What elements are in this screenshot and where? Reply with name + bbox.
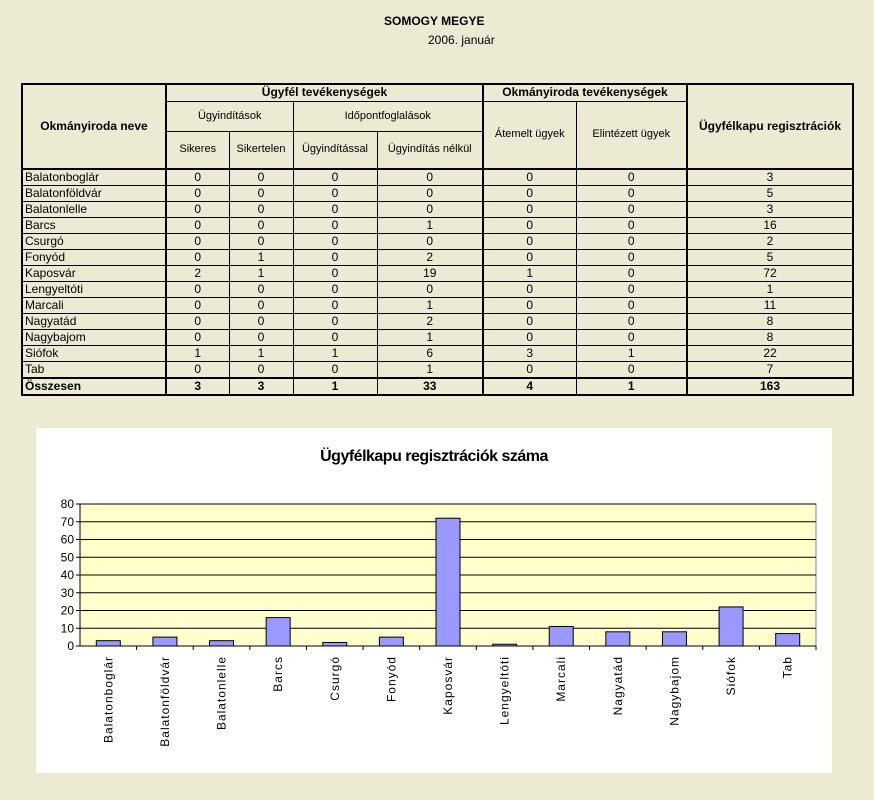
value-cell: 0 <box>483 234 576 250</box>
office-name-cell: Barcs <box>22 218 166 234</box>
x-tick-label: Balatonföldvár <box>157 656 172 747</box>
value-cell: 0 <box>293 250 377 266</box>
table-row <box>22 169 853 186</box>
value-cell: 1 <box>229 266 293 282</box>
value-cell: 5 <box>687 186 853 202</box>
value-cell: 0 <box>377 282 483 298</box>
office-name-cell: Tab <box>22 362 166 379</box>
x-tick-label: Nagybajom <box>667 656 682 726</box>
table-row <box>22 250 853 266</box>
table-row <box>22 218 853 234</box>
header-with-initiation: Ügyindítással <box>293 131 377 169</box>
value-cell: 0 <box>166 314 229 330</box>
value-cell: 0 <box>293 298 377 314</box>
x-tick-label: Siófok <box>724 656 739 696</box>
x-tick-label: Balatonlelle <box>214 656 229 731</box>
report-header <box>0 0 874 80</box>
bar <box>662 632 686 646</box>
x-tick-label: Csurgó <box>327 656 342 701</box>
bar <box>153 637 177 646</box>
table-row <box>22 202 853 218</box>
value-cell: 5 <box>687 250 853 266</box>
bar <box>776 634 800 646</box>
bar <box>606 632 630 646</box>
header-unsuccessful: Sikertelen <box>229 131 293 169</box>
y-tick-label: 20 <box>60 603 74 618</box>
value-cell: 0 <box>166 298 229 314</box>
value-cell: 72 <box>687 266 853 282</box>
value-cell: 1 <box>377 298 483 314</box>
y-tick-label: 70 <box>60 514 74 529</box>
value-cell: 1 <box>377 330 483 346</box>
header-office-name: Okmányiroda neve <box>22 84 166 169</box>
table-body <box>22 169 853 395</box>
x-tick-label: Barcs <box>271 656 286 692</box>
x-tick-label: Fonyód <box>384 656 399 703</box>
value-cell: 0 <box>229 186 293 202</box>
office-name-cell: Marcali <box>22 298 166 314</box>
bar <box>436 518 460 646</box>
value-cell: 1 <box>576 378 687 395</box>
bar-chart-panel <box>36 428 832 773</box>
value-cell: 16 <box>687 218 853 234</box>
value-cell: 0 <box>166 362 229 379</box>
value-cell: 0 <box>483 282 576 298</box>
value-cell: 0 <box>576 298 687 314</box>
value-cell: 0 <box>293 186 377 202</box>
value-cell: 0 <box>293 314 377 330</box>
table-total-row <box>22 378 853 395</box>
value-cell: 0 <box>166 202 229 218</box>
value-cell: 1 <box>687 282 853 298</box>
office-name-cell: Kaposvár <box>22 266 166 282</box>
value-cell: 0 <box>166 186 229 202</box>
value-cell: 1 <box>166 346 229 362</box>
value-cell: 6 <box>377 346 483 362</box>
value-cell: 0 <box>293 362 377 379</box>
value-cell: 0 <box>483 314 576 330</box>
value-cell: 0 <box>293 234 377 250</box>
value-cell: 3 <box>687 202 853 218</box>
y-tick-label: 0 <box>67 639 74 653</box>
value-cell: 0 <box>576 250 687 266</box>
value-cell: 0 <box>576 362 687 379</box>
table-row <box>22 282 853 298</box>
value-cell: 0 <box>576 266 687 282</box>
value-cell: 0 <box>483 330 576 346</box>
value-cell: 0 <box>166 250 229 266</box>
value-cell: 0 <box>576 218 687 234</box>
value-cell: 8 <box>687 330 853 346</box>
statistics-table <box>21 83 854 396</box>
value-cell: 1 <box>293 378 377 395</box>
value-cell: 0 <box>166 330 229 346</box>
table-row <box>22 234 853 250</box>
header-office-activities: Okmányiroda tevékenységek <box>483 84 687 101</box>
x-tick-label: Nagyatád <box>610 656 625 716</box>
value-cell: 0 <box>576 330 687 346</box>
y-tick-label: 40 <box>60 568 74 582</box>
value-cell: 0 <box>229 218 293 234</box>
value-cell: 0 <box>483 362 576 379</box>
header-client-activities: Ügyfél tevékenységek <box>166 84 483 101</box>
header-successful: Sikeres <box>166 131 229 169</box>
value-cell: 7 <box>687 362 853 379</box>
x-tick-label: Kaposvár <box>441 656 455 715</box>
value-cell: 33 <box>377 378 483 395</box>
value-cell: 3 <box>687 169 853 186</box>
y-tick-label: 60 <box>60 532 74 547</box>
y-tick-label: 50 <box>60 550 74 565</box>
value-cell: 8 <box>687 314 853 330</box>
report-title: SOMOGY MEGYE <box>384 14 485 28</box>
value-cell: 0 <box>576 186 687 202</box>
value-cell: 0 <box>576 282 687 298</box>
value-cell: 0 <box>576 202 687 218</box>
value-cell: 0 <box>483 218 576 234</box>
value-cell: 0 <box>377 234 483 250</box>
value-cell: 3 <box>229 378 293 395</box>
table-row <box>22 298 853 314</box>
header-without-initiation: Ügyindítás nélkül <box>377 131 483 169</box>
table-row <box>22 266 853 282</box>
value-cell: 2 <box>166 266 229 282</box>
office-name-cell: Balatonboglár <box>22 169 166 186</box>
office-name-cell: Nagyatád <box>22 314 166 330</box>
value-cell: 0 <box>293 266 377 282</box>
value-cell: 0 <box>377 186 483 202</box>
value-cell: 2 <box>377 250 483 266</box>
value-cell: 0 <box>166 218 229 234</box>
value-cell: 1 <box>483 266 576 282</box>
bar-chart <box>36 428 832 773</box>
value-cell: 0 <box>293 169 377 186</box>
table-row <box>22 362 853 379</box>
value-cell: 0 <box>576 169 687 186</box>
value-cell: 1 <box>293 346 377 362</box>
value-cell: 3 <box>483 346 576 362</box>
office-name-cell: Balatonföldvár <box>22 186 166 202</box>
value-cell: 0 <box>229 330 293 346</box>
value-cell: 0 <box>166 169 229 186</box>
table-row <box>22 330 853 346</box>
x-tick-label: Tab <box>780 656 795 679</box>
report-date: 2006. január <box>428 33 495 47</box>
value-cell: 163 <box>687 378 853 395</box>
statistics-table-wrapper <box>21 83 854 396</box>
x-tick-label: Lengyeltóti <box>497 656 512 726</box>
value-cell: 1 <box>377 362 483 379</box>
header-appointments: Időpontfoglalások <box>293 101 483 131</box>
value-cell: 0 <box>293 218 377 234</box>
value-cell: 11 <box>687 298 853 314</box>
value-cell: 0 <box>229 298 293 314</box>
table-row <box>22 346 853 362</box>
bar <box>493 644 517 646</box>
value-cell: 0 <box>483 298 576 314</box>
bar <box>96 641 120 646</box>
value-cell: 0 <box>377 202 483 218</box>
value-cell: 0 <box>229 202 293 218</box>
header-client-gate-registrations: Ügyfélkapu regisztrációk <box>687 84 853 169</box>
header-case-initiations: Ügyindítások <box>166 101 293 131</box>
office-name-cell: Összesen <box>22 378 166 395</box>
value-cell: 0 <box>229 234 293 250</box>
value-cell: 2 <box>377 314 483 330</box>
value-cell: 1 <box>229 250 293 266</box>
value-cell: 0 <box>576 234 687 250</box>
value-cell: 0 <box>229 282 293 298</box>
value-cell: 0 <box>293 202 377 218</box>
y-tick-label: 10 <box>60 621 74 636</box>
value-cell: 4 <box>483 378 576 395</box>
value-cell: 0 <box>229 169 293 186</box>
bar <box>549 626 573 646</box>
office-name-cell: Nagybajom <box>22 330 166 346</box>
value-cell: 0 <box>229 362 293 379</box>
y-tick-label: 30 <box>60 585 74 600</box>
value-cell: 19 <box>377 266 483 282</box>
bar <box>323 642 347 646</box>
value-cell: 0 <box>293 330 377 346</box>
value-cell: 0 <box>483 186 576 202</box>
x-tick-label: Balatonboglár <box>101 656 116 744</box>
value-cell: 0 <box>229 314 293 330</box>
header-transferred-cases: Átemelt ügyek <box>483 101 576 169</box>
value-cell: 1 <box>576 346 687 362</box>
value-cell: 0 <box>293 282 377 298</box>
office-name-cell: Balatonlelle <box>22 202 166 218</box>
value-cell: 0 <box>377 169 483 186</box>
value-cell: 0 <box>166 234 229 250</box>
bar <box>210 641 234 646</box>
value-cell: 2 <box>687 234 853 250</box>
value-cell: 0 <box>483 169 576 186</box>
y-tick-label: 80 <box>60 497 74 511</box>
header-completed-cases: Elintézett ügyek <box>576 101 687 169</box>
bar <box>266 618 290 646</box>
bar <box>379 637 403 646</box>
value-cell: 0 <box>576 314 687 330</box>
office-name-cell: Lengyeltóti <box>22 282 166 298</box>
value-cell: 0 <box>166 282 229 298</box>
value-cell: 0 <box>483 202 576 218</box>
chart-title: Ügyfélkapu regisztrációk száma <box>320 448 548 465</box>
table-row <box>22 186 853 202</box>
value-cell: 1 <box>377 218 483 234</box>
x-tick-label: Marcali <box>554 656 569 702</box>
office-name-cell: Fonyód <box>22 250 166 266</box>
office-name-cell: Siófok <box>22 346 166 362</box>
value-cell: 0 <box>483 250 576 266</box>
table-row <box>22 314 853 330</box>
value-cell: 22 <box>687 346 853 362</box>
bar <box>719 607 743 646</box>
office-name-cell: Csurgó <box>22 234 166 250</box>
value-cell: 3 <box>166 378 229 395</box>
value-cell: 1 <box>229 346 293 362</box>
